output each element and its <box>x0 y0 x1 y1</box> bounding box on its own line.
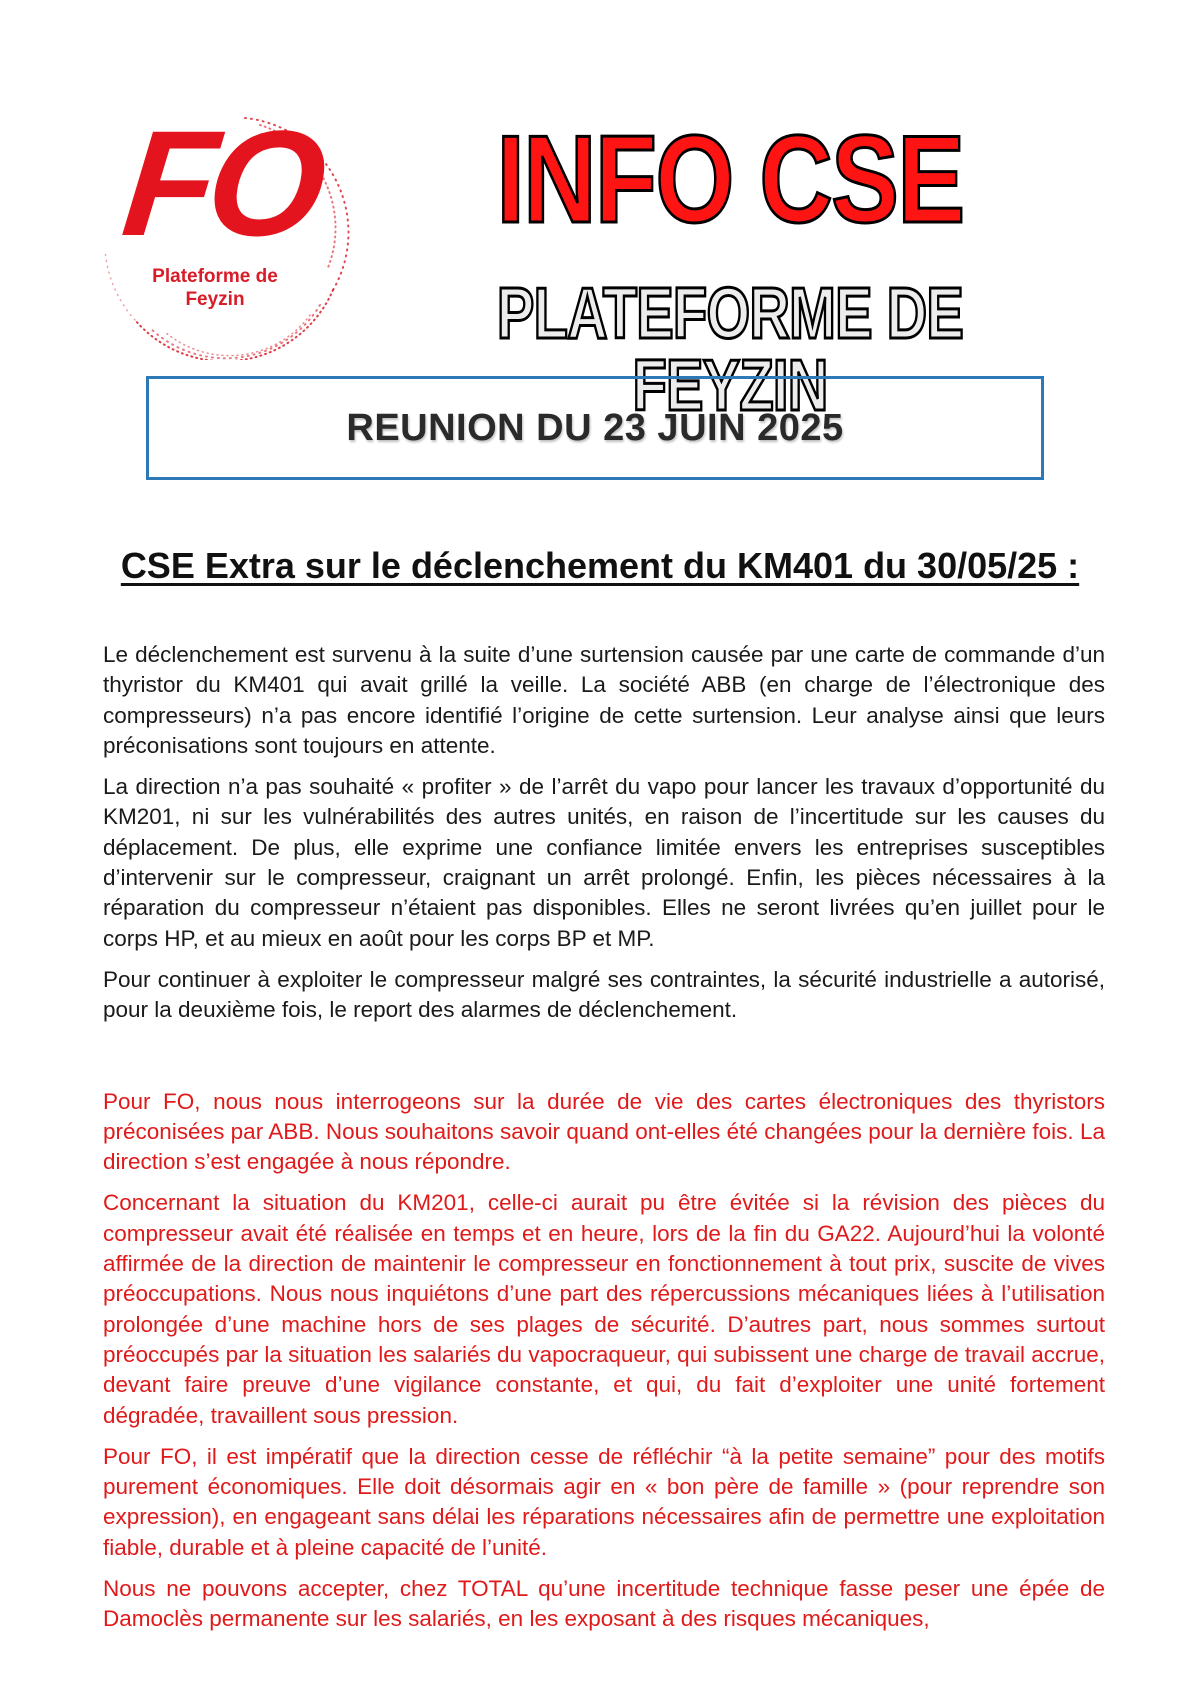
page-subtitle: PLATEFORME DE FEYZIN <box>496 274 964 426</box>
fo-paragraph: Pour FO, nous nous interrogeons sur la durée de vie des cartes électroniques des thyristors préconisées par ABB. Nous souhaitons savoir quand ont-elles été changées pour la dernière fois. La direction s’est engagée à nous répondre. <box>103 1088 1105 1175</box>
logo-caption-line1: Plateforme de <box>152 266 278 287</box>
fo-logo <box>95 100 355 360</box>
paragraph: Le déclenchement est survenu à la suite d’une surtension causée par une carte de commande d’un thyristor du KM401 qui avait grillé la veille. La société ABB (en charge de l’électronique des compresseurs) n’a pas encore identifié l’origine de cette surtension. Leur analyse ainsi que leurs préconisations sont toujours en attente. <box>103 642 1105 758</box>
meeting-date-label: REUNION DU 23 JUIN 2025 <box>346 406 844 449</box>
spacer <box>103 1037 1105 1087</box>
page-title: INFO CSE <box>496 111 964 249</box>
paragraph: Pour continuer à exploiter le compresseur malgré ses contraintes, la sécurité industrielle a autorisé, pour la deuxième fois, le report des alarmes de déclenchement. <box>103 966 1105 1023</box>
fo-paragraph: Pour FO, il est impératif que la direction cesse de réfléchir “à la petite semaine” pour des motifs purement économiques. Elle doit désormais agir en « bon père de famille » (pour reprendre son expression), en engageant sans délai les réparations nécessaires afin de permettre une exploitation fiable, durable et à pleine capacité de l’unité. <box>103 1443 1105 1560</box>
logo-initials: FO <box>116 99 327 267</box>
fo-paragraph: Concernant la situation du KM201, celle-ci aurait pu être évitée si la révision des pièces du compresseur avait été réalisée en temps et en heure, lors de la fin du GA22. Aujourd’hui la volonté affirmée de la direction de maintenir le compresseur en fonctionnement à tout prix, suscite de vives préoccupations. Nous nous inquiétons d’une part des répercussions mécaniques liées à l’utilisation prolongée d’une machine hors de ses plages de sécurité. D’autres part, nous sommes surtout préoccupés par la situation les salariés du vapocraqueur, qui subissent une charge de travail accrue, devant faire preuve d’une vigilance constante, et qui, du fait d’exploiter une unité fortement dégradée, travaillent sous pression. <box>103 1190 1105 1428</box>
paragraph: La direction n’a pas souhaité « profiter » de l’arrêt du vapo pour lancer les travaux d’opportunité du KM201, ni sur les vulnérabilités des autres unités, en raison de l’incertitude sur les causes du déplacement. De plus, elle exprime une confiance limitée envers les entreprises susceptibles d’intervenir sur le compresseur, craignant un arrêt prolongé. Enfin, les pièces nécessaires à la réparation du compresseur n’étaient pas disponibles. Elles ne seront livrées qu’en juillet pour le corps HP, et au mieux en août pour les corps BP et MP. <box>103 774 1105 951</box>
meeting-date-box <box>146 376 1044 480</box>
section-heading: CSE Extra sur le déclenchement du KM401 du 30/05/25 : <box>120 545 1080 586</box>
logo-caption <box>115 265 315 311</box>
fo-paragraph: Nous ne pouvons accepter, chez TOTAL qu’une incertitude technique fasse peser une épée de Damoclès permanente sur les salariés, en les exposant à des risques mécaniques, <box>103 1576 1105 1632</box>
document-body <box>103 640 1105 1646</box>
logo-caption-line2: Feyzin <box>185 289 245 310</box>
